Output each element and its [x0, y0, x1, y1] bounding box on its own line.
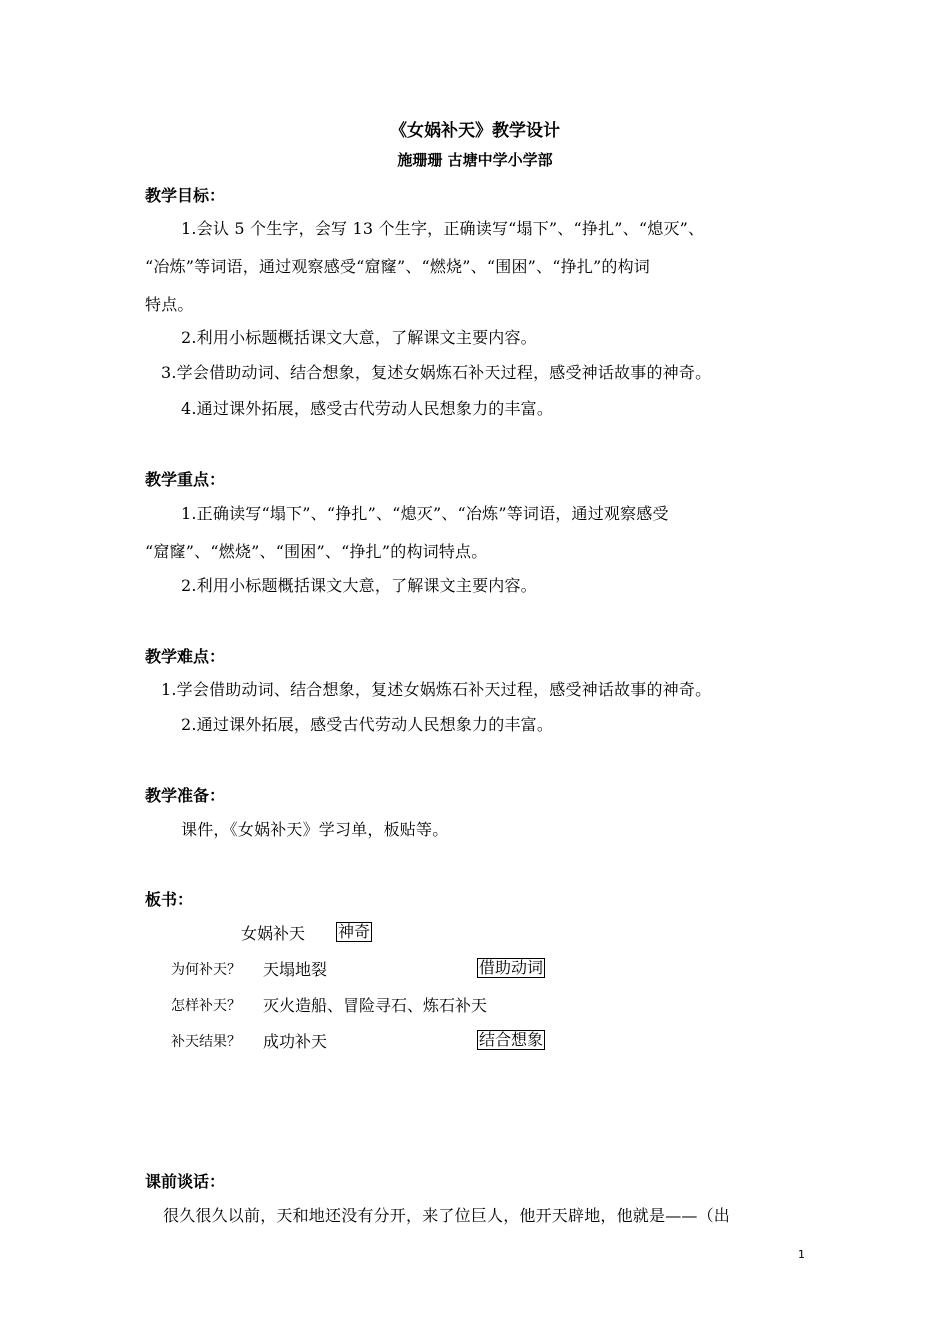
board-row-1-answer: 天塌地裂 — [263, 960, 328, 979]
page-number: 1 — [798, 1248, 805, 1261]
key-points-heading: 教学重点： — [145, 470, 226, 489]
objectives-heading: 教学目标： — [145, 186, 226, 205]
board-row-2-answer: 灭火造船、冒险寻石、炼石补天 — [263, 996, 488, 1015]
board-row-3-question: 补天结果？ — [171, 1034, 241, 1050]
document-author: 施珊珊 古塘中学小学部 — [397, 151, 553, 169]
document-title: 《女娲补天》教学设计 — [390, 121, 560, 141]
objectives-line-4: 2.利用小标题概括课文大意，了解课文主要内容。 — [181, 328, 537, 347]
board-heading: 板书： — [145, 890, 194, 909]
board-title-box: 神奇 — [338, 922, 371, 941]
objectives-line-2: “冶炼”等词语，通过观察感受“窟窿”、“燃烧”、“围困”、“挣扎”的构词 — [145, 257, 650, 276]
key-points-line-2: “窟窿”、“燃烧”、“围困”、“挣扎”的构词特点。 — [145, 542, 488, 561]
difficulties-heading: 教学难点： — [145, 647, 226, 666]
key-points-line-3: 2.利用小标题概括课文大意，了解课文主要内容。 — [181, 576, 537, 595]
pre-talk-line: 很久很久以前，天和地还没有分开，来了位巨人，他开天辟地，他就是——（出 — [163, 1206, 731, 1225]
board-row-3-answer: 成功补天 — [263, 1032, 328, 1051]
objectives-line-3: 特点。 — [145, 295, 194, 314]
board-row-2-question: 怎样补天？ — [171, 998, 241, 1014]
objectives-line-5: 3.学会借助动词、结合想象，复述女娲炼石补天过程，感受神话故事的神奇。 — [161, 363, 712, 382]
pre-talk-heading: 课前谈话： — [145, 1172, 226, 1191]
board-title: 女娲补天 — [241, 924, 306, 943]
preparation-line: 课件，《女娲补天》学习单，板贴等。 — [181, 820, 449, 839]
difficulties-line-1: 1.学会借助动词、结合想象，复述女娲炼石补天过程，感受神话故事的神奇。 — [161, 680, 712, 699]
key-points-line-1: 1.正确读写“塌下”、“挣扎”、“熄灭”、“冶炼”等词语，通过观察感受 — [181, 504, 669, 523]
difficulties-line-2: 2.通过课外拓展，感受古代劳动人民想象力的丰富。 — [181, 715, 554, 734]
preparation-heading: 教学准备： — [145, 786, 226, 805]
board-row-1-box: 借助动词 — [479, 958, 544, 977]
board-row-1-question: 为何补天？ — [171, 962, 241, 978]
objectives-line-6: 4.通过课外拓展，感受古代劳动人民想象力的丰富。 — [181, 399, 554, 418]
board-row-3-box: 结合想象 — [479, 1030, 544, 1049]
objectives-line-1: 1.会认 5 个生字，会写 13 个生字，正确读写“塌下”、“挣扎”、“熄灭”、 — [181, 219, 705, 238]
